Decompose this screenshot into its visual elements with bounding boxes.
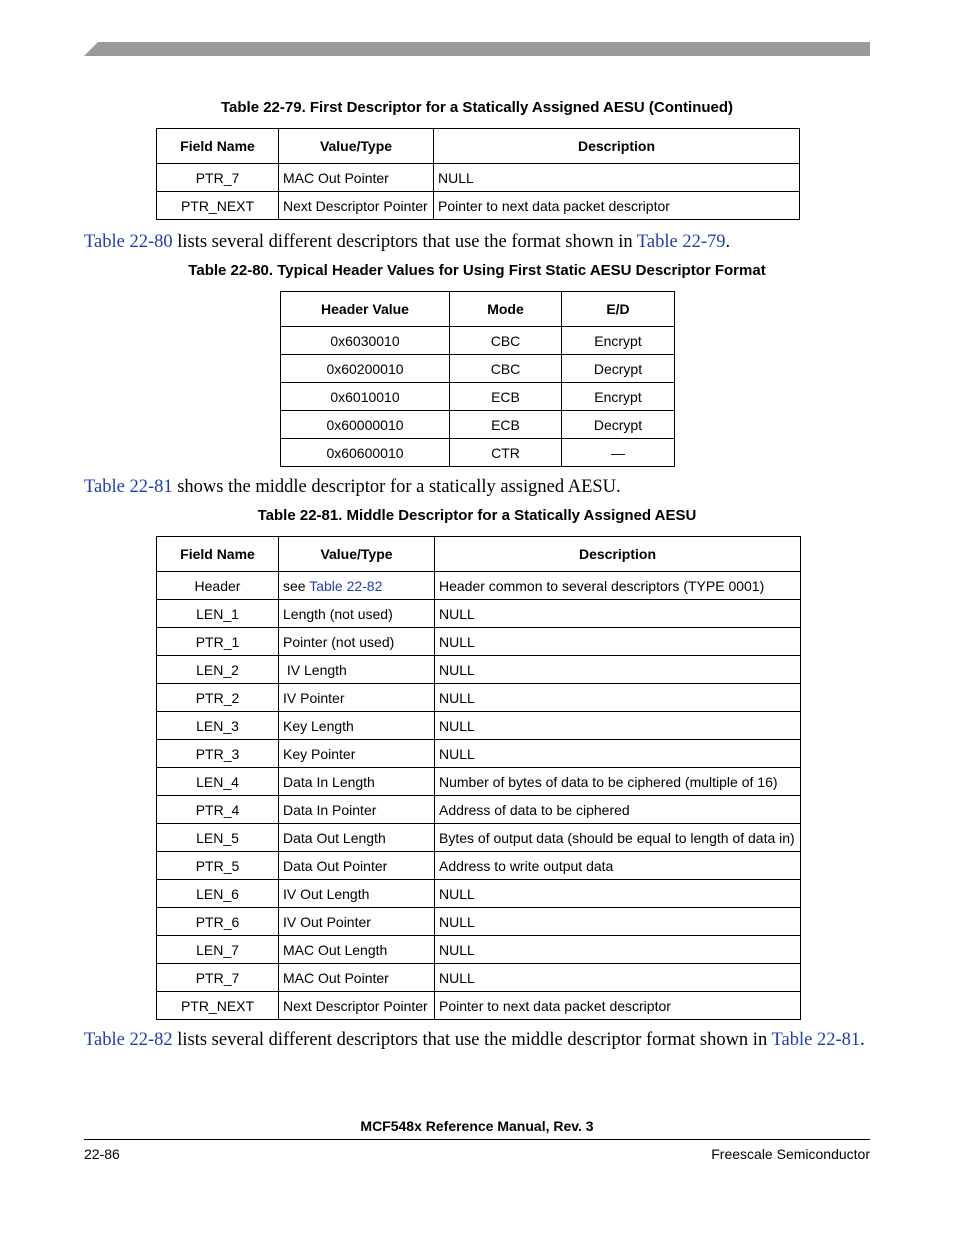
table-cell: MAC Out Length (279, 936, 435, 964)
table-cell: Length (not used) (279, 600, 435, 628)
table-header-row (157, 537, 801, 572)
table-cell: ECB (450, 411, 562, 439)
column-header: Description (435, 537, 801, 572)
table-row (157, 164, 800, 192)
table-cell: ECB (450, 383, 562, 411)
table-header-row (281, 292, 675, 327)
table-cell: NULL (435, 600, 801, 628)
table-cell: PTR_3 (157, 740, 279, 768)
table-cell: 0x6030010 (281, 327, 450, 355)
table-row (157, 936, 801, 964)
paragraph-2 (84, 477, 621, 498)
paragraph-text: lists several different descriptors that use the format shown in (172, 232, 637, 252)
table-row (157, 192, 800, 220)
table-cell: Encrypt (562, 327, 675, 355)
table-cell: Pointer to next data packet descriptor (435, 992, 801, 1020)
table-cell: LEN_2 (157, 656, 279, 684)
table-cell: PTR_1 (157, 628, 279, 656)
table-cell: — (562, 439, 675, 467)
table-cell: Next Descriptor Pointer (279, 992, 435, 1020)
table-cell: PTR_NEXT (157, 992, 279, 1020)
table-cell: IV Out Length (279, 880, 435, 908)
table-81-caption: Table 22-81. Middle Descriptor for a Statically Assigned AESU (257, 507, 697, 524)
table-80 (280, 291, 675, 467)
table-row (157, 824, 801, 852)
table-cell: NULL (435, 936, 801, 964)
table-row (281, 411, 675, 439)
table-row (157, 908, 801, 936)
table-row (157, 768, 801, 796)
table-cell: PTR_7 (157, 164, 279, 192)
column-header: Field Name (157, 129, 279, 164)
table-row (157, 628, 801, 656)
table-cell: Address of data to be ciphered (435, 796, 801, 824)
column-header: Value/Type (279, 537, 435, 572)
table-cell: LEN_1 (157, 600, 279, 628)
table-cell: Data In Pointer (279, 796, 435, 824)
table-cell: Data In Length (279, 768, 435, 796)
table-link[interactable]: Table 22-81 (771, 1030, 861, 1050)
table-row (157, 684, 801, 712)
table-cell: LEN_4 (157, 768, 279, 796)
table-cell: NULL (435, 880, 801, 908)
footer-manual-title: MCF548x Reference Manual, Rev. 3 (360, 1118, 594, 1134)
table-cell: NULL (435, 712, 801, 740)
table-link[interactable]: Table 22-81 (84, 477, 173, 497)
table-cell (279, 572, 435, 600)
table-header-row (157, 129, 800, 164)
table-cell: LEN_6 (157, 880, 279, 908)
table-cell: Pointer to next data packet descriptor (434, 192, 800, 220)
table-cell: 0x60000010 (281, 411, 450, 439)
table-cell: 0x60600010 (281, 439, 450, 467)
table-79-caption: Table 22-79. First Descriptor for a Statically Assigned AESU (Continued) (220, 99, 734, 116)
table-cell: Number of bytes of data to be ciphered (multiple of 16) (435, 768, 801, 796)
table-row (157, 992, 801, 1020)
table-80-caption: Table 22-80. Typical Header Values for Using First Static AESU Descriptor Format (188, 262, 766, 279)
table-cell: Key Pointer (279, 740, 435, 768)
table-cell: PTR_7 (157, 964, 279, 992)
table-cell: NULL (435, 684, 801, 712)
table-cell: Decrypt (562, 355, 675, 383)
column-header: Mode (450, 292, 562, 327)
table-row (157, 964, 801, 992)
table-cell: Next Descriptor Pointer (279, 192, 434, 220)
table-link[interactable]: Table 22-82 (84, 1030, 173, 1050)
table-cell: CBC (450, 327, 562, 355)
column-header: Header Value (281, 292, 450, 327)
table-row (157, 572, 801, 600)
table-cell: MAC Out Pointer (279, 164, 434, 192)
table-row (157, 712, 801, 740)
column-header: E/D (562, 292, 675, 327)
table-row (281, 439, 675, 467)
table-cell: Address to write output data (435, 852, 801, 880)
table-row (157, 656, 801, 684)
table-cell: Key Length (279, 712, 435, 740)
footer-divider (84, 1139, 870, 1140)
table-row (157, 600, 801, 628)
table-link[interactable]: Table 22-79 (636, 232, 726, 252)
table-cell: 0x6010010 (281, 383, 450, 411)
table-row (281, 383, 675, 411)
table-81-body (157, 600, 801, 1020)
table-row (157, 852, 801, 880)
table-cell: NULL (435, 740, 801, 768)
table-link[interactable]: Table 22-82 (309, 577, 383, 594)
table-cell: IV Out Pointer (279, 908, 435, 936)
table-cell: Pointer (not used) (279, 628, 435, 656)
header-banner (84, 42, 870, 56)
paragraph-3 (84, 1030, 865, 1051)
table-cell: LEN_7 (157, 936, 279, 964)
page-number: 22-86 (84, 1146, 120, 1162)
table-row (157, 796, 801, 824)
table-cell: CTR (450, 439, 562, 467)
paragraph-1 (84, 232, 730, 253)
table-cell: NULL (435, 656, 801, 684)
table-cell: Data Out Length (279, 824, 435, 852)
table-cell: Bytes of output data (should be equal to length of data in) (435, 824, 801, 852)
footer-company: Freescale Semiconductor (711, 1146, 870, 1162)
table-cell: MAC Out Pointer (279, 964, 435, 992)
table-link[interactable]: Table 22-80 (84, 232, 173, 252)
table-79 (156, 128, 800, 220)
table-cell: PTR_2 (157, 684, 279, 712)
table-cell: IV Length (279, 656, 435, 684)
table-row (157, 880, 801, 908)
table-cell: NULL (434, 164, 800, 192)
table-cell: Header common to several descriptors (TYPE 0001) (435, 572, 801, 600)
paragraph-text: . (860, 1030, 865, 1050)
table-cell: PTR_6 (157, 908, 279, 936)
paragraph-text: . (725, 232, 731, 252)
table-cell: CBC (450, 355, 562, 383)
table-cell: Header (157, 572, 279, 600)
table-row (281, 355, 675, 383)
table-cell: Encrypt (562, 383, 675, 411)
table-81 (156, 536, 801, 1020)
table-cell: NULL (435, 964, 801, 992)
table-row (157, 740, 801, 768)
table-cell: NULL (435, 628, 801, 656)
table-cell: PTR_4 (157, 796, 279, 824)
table-cell: 0x60200010 (281, 355, 450, 383)
table-cell: LEN_3 (157, 712, 279, 740)
cell-text: see (283, 577, 310, 594)
table-cell: LEN_5 (157, 824, 279, 852)
column-header: Description (434, 129, 800, 164)
column-header: Field Name (157, 537, 279, 572)
paragraph-text: lists several different descriptors that use the middle descriptor format shown in (172, 1030, 772, 1050)
table-row (281, 327, 675, 355)
table-cell: PTR_5 (157, 852, 279, 880)
table-cell: IV Pointer (279, 684, 435, 712)
table-cell: PTR_NEXT (157, 192, 279, 220)
table-cell: NULL (435, 908, 801, 936)
table-cell: Decrypt (562, 411, 675, 439)
paragraph-text: shows the middle descriptor for a statically assigned AESU. (172, 477, 621, 497)
column-header: Value/Type (279, 129, 434, 164)
table-cell: Data Out Pointer (279, 852, 435, 880)
